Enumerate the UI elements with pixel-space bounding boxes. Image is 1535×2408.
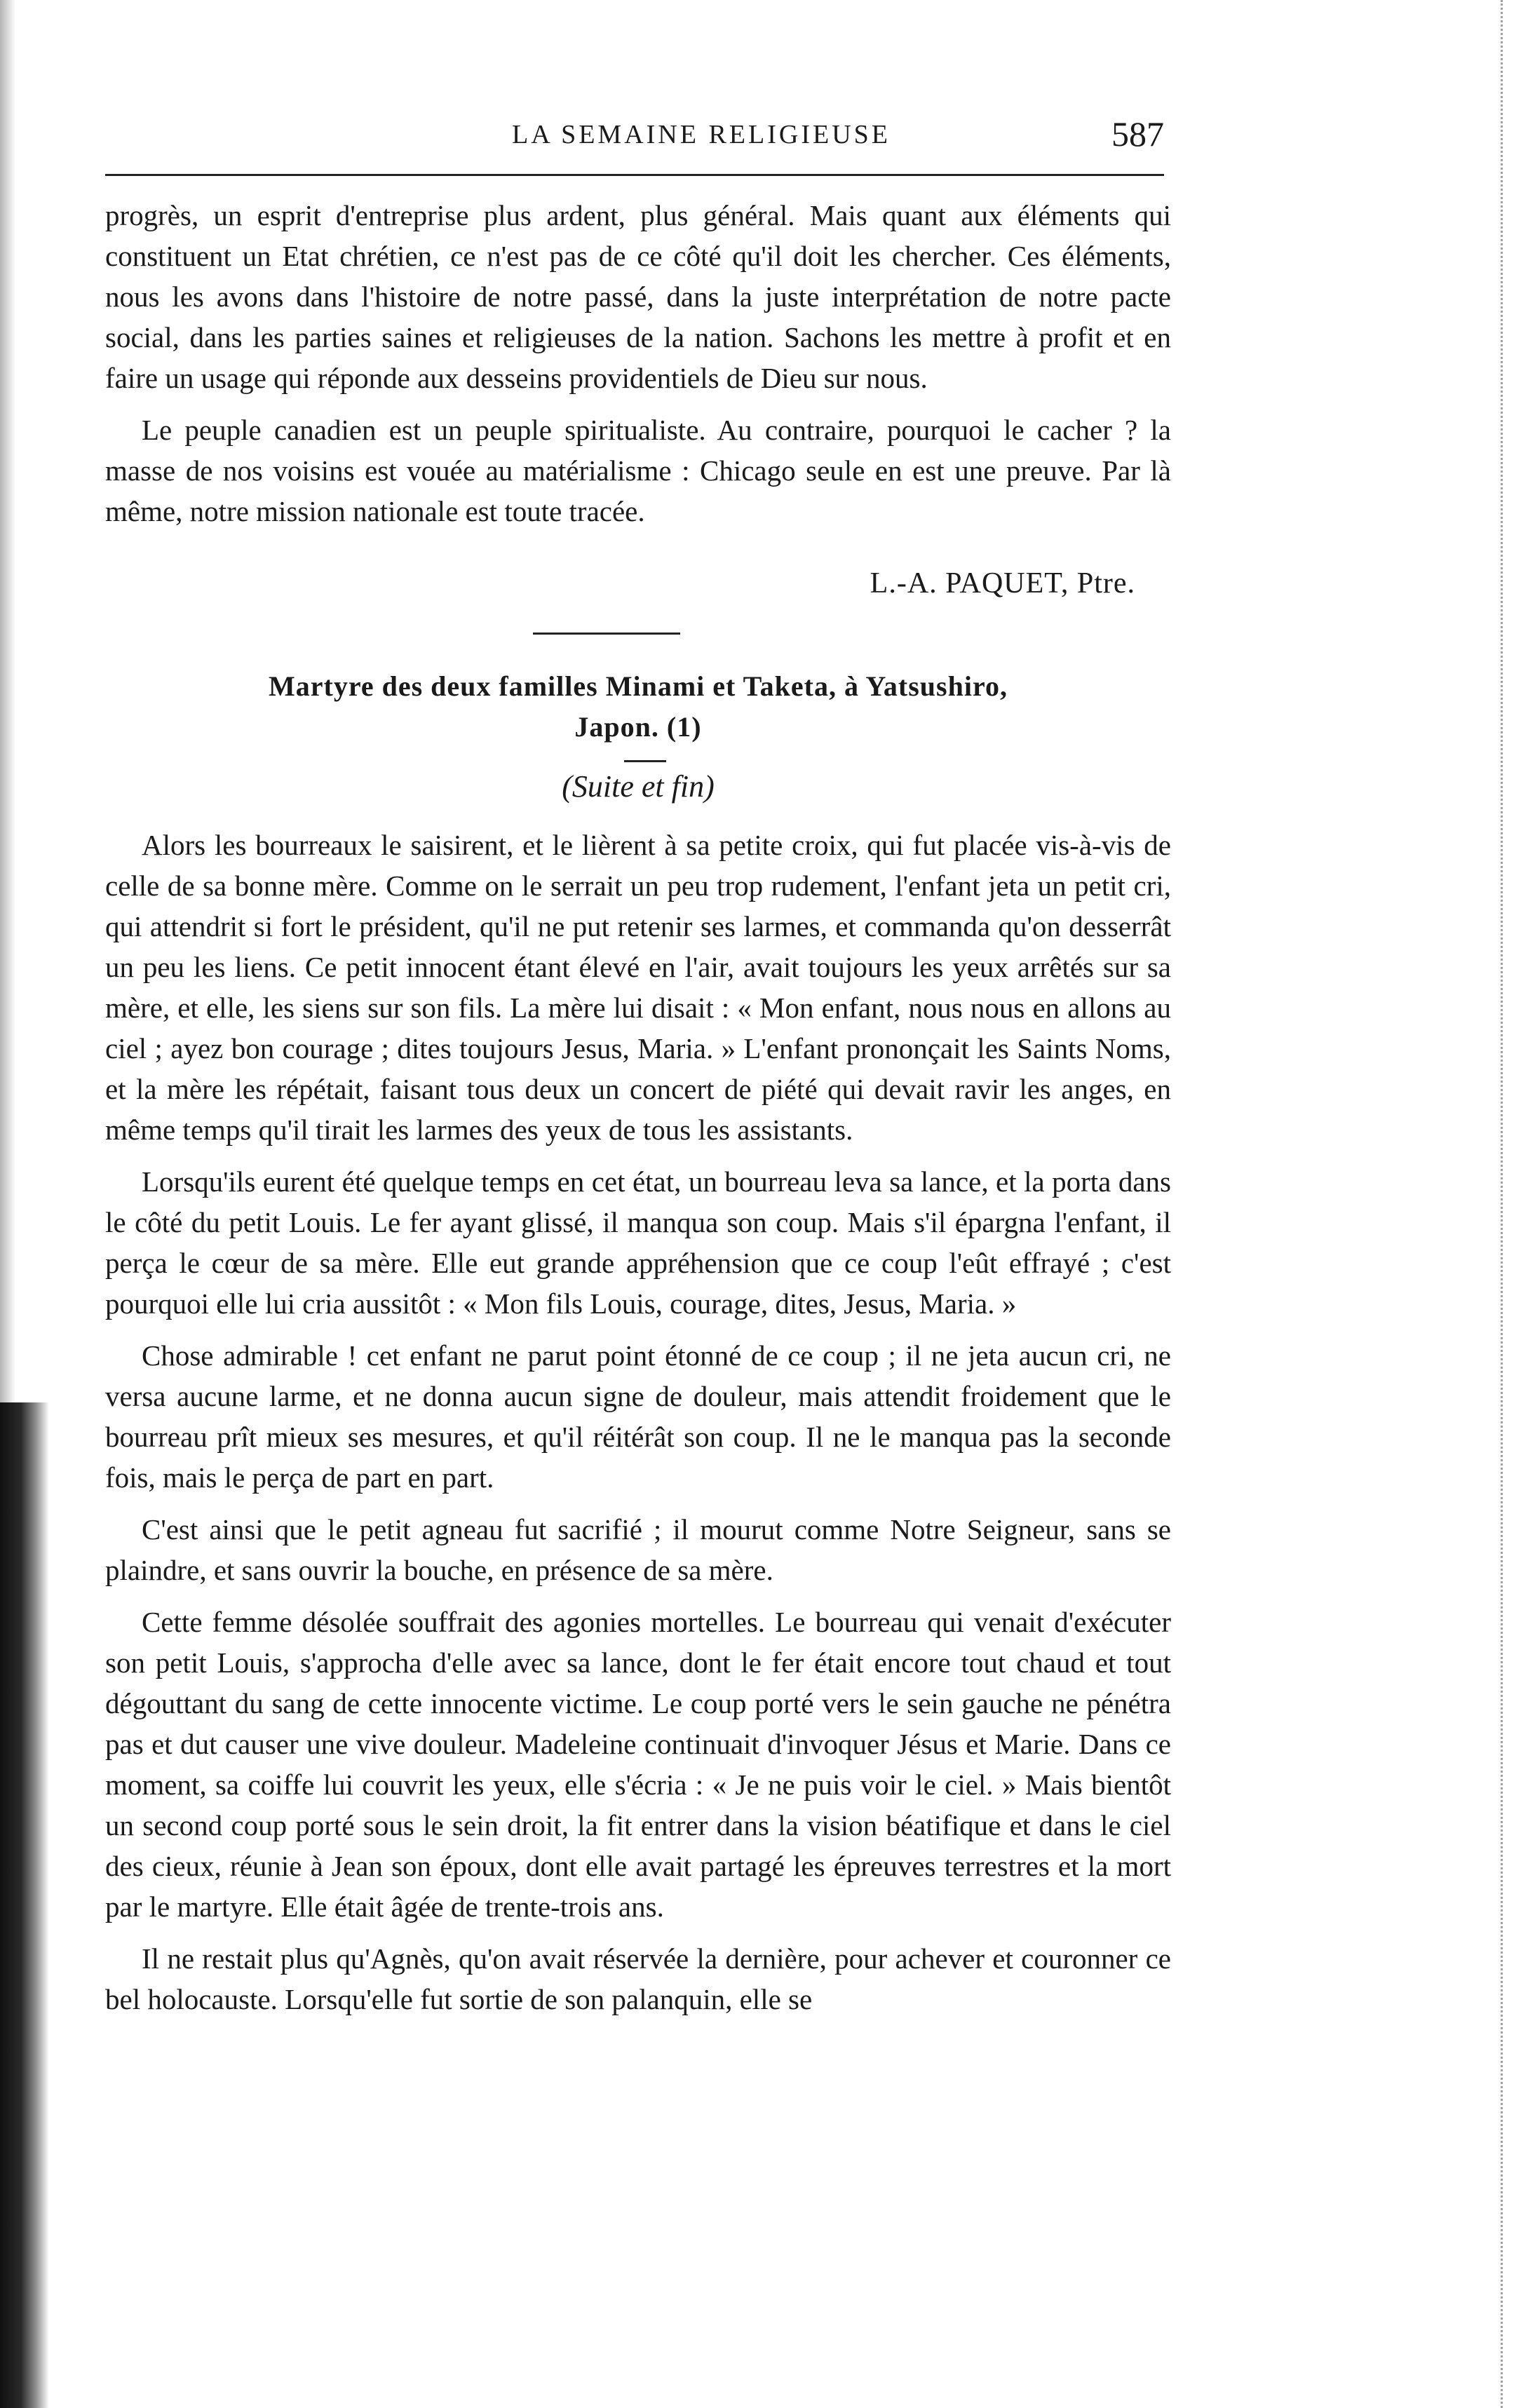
article-body (105, 825, 1171, 2031)
article-title-line: Martyre des deux familles Minami et Taketa, à Yatsushiro, (268, 670, 1008, 702)
running-title: LA SEMAINE RELIGIEUSE (512, 120, 891, 149)
paragraph: Lorsqu'ils eurent été quelque temps en cet état, un bourreau leva sa lance, et la porta dans le côté du petit Louis. Le fer ayant glissé, il manqua son coup. Mais s'il épargna l'enfant, il perça le cœur de sa mère. Elle eut grande appréhension que ce coup l'eût effrayé ; c'est pourquoi elle lui cria aussitôt : « Mon fils Louis, courage, dites, Jesus, Maria. » (105, 1165, 1171, 1320)
scan-shadow-upper (0, 0, 15, 1402)
title-rule (624, 760, 666, 762)
article-subtitle: (Suite et fin) (562, 769, 715, 804)
header-rule (105, 174, 1164, 176)
page-number: 587 (1111, 114, 1164, 154)
running-header (112, 114, 1164, 156)
author-signature: L.-A. PAQUET, Ptre. (870, 567, 1135, 600)
paragraph: progrès, un esprit d'entreprise plus ardent, plus général. Mais quant aux éléments qui constituent un Etat chrétien, ce n'est pas de ce côté qu'il doit les chercher. Ces éléments, nous les avons dans l'histoire de notre passé, dans la juste interprétation de notre pacte social, dans les parties saines et religieuses de la nation. Sachons les mettre à profit et en faire un usage qui réponde aux desseins providentiels de Dieu sur nous. (105, 199, 1171, 394)
paragraph: Alors les bourreaux le saisirent, et le lièrent à sa petite croix, qui fut placée vis-à-vis de celle de sa bonne mère. Comme on le serrait un peu trop rudement, l'enfant jeta un petit cri, qui attendrit si fort le président, qu'il ne put retenir ses larmes, et commanda qu'on desserrât un peu les liens. Ce petit innocent étant élevé en l'air, avait toujours les yeux arrêtés sur sa mère, et elle, les siens sur son fils. La mère lui disait : « Mon enfant, nous nous en allons au ciel ; ayez bon courage ; dites toujours Jesus, Maria. » L'enfant prononçait les Saints Noms, et la mère les répétait, faisant tous deux un concert de piété qui devait ravir les anges, en même temps qu'il tirait les larmes des yeux de tous les assistants. (105, 829, 1171, 1146)
paragraph: C'est ainsi que le petit agneau fut sacrifié ; il mourut comme Notre Seigneur, sans se plaindre, et sans ouvrir la bouche, en présence de sa mère. (105, 1513, 1171, 1586)
paragraph: Il ne restait plus qu'Agnès, qu'on avait réservée la dernière, pour achever et couronner ce bel holocauste. Lorsqu'elle fut sortie de son palanquin, elle se (105, 1942, 1171, 2015)
paragraph: Cette femme désolée souffrait des agonies mortelles. Le bourreau qui venait d'exécuter son petit Louis, s'approcha d'elle avec sa lance, dont le fer était encore tout chaud et tout dégouttant du sang de cette innocente victime. Le coup porté vers le sein gauche ne pénétra pas et dut causer une vive douleur. Madeleine continuait d'invoquer Jésus et Marie. Dans ce moment, sa coiffe lui couvrit les yeux, elle s'écria : « Je ne puis voir le ciel. » Mais bientôt un second coup porté sous le sein droit, la fit entrer dans la vision béatifique et dans le ciel des cieux, réunie à Jean son époux, dont elle avait partagé les épreuves terrestres et la mort par le martyre. Elle était âgée de trente-trois ans. (105, 1606, 1171, 1923)
paragraph: Chose admirable ! cet enfant ne parut point étonné de ce coup ; il ne jeta aucun cri, ne versa aucune larme, et ne donna aucun signe de douleur, mais attendit froidement que le bourreau prît mieux ses mesures, et qu'il réitérât son coup. Il ne le manqua pas la seconde fois, mais le perça de part en part. (105, 1339, 1171, 1494)
scan-right-edge (1501, 0, 1506, 2408)
article-title (140, 666, 1136, 748)
previous-article-text (105, 195, 1171, 543)
section-divider (533, 633, 680, 635)
paragraph: Le peuple canadien est un peuple spiritualiste. Au contraire, pourquoi le cacher ? la masse de nos voisins est vouée au matérialisme : Chicago seule en est une preuve. Par là même, notre mission nationale est toute tracée. (105, 414, 1171, 527)
scan-binding-shadow (0, 1402, 49, 2408)
article-title-line: Japon. (1) (574, 711, 702, 743)
